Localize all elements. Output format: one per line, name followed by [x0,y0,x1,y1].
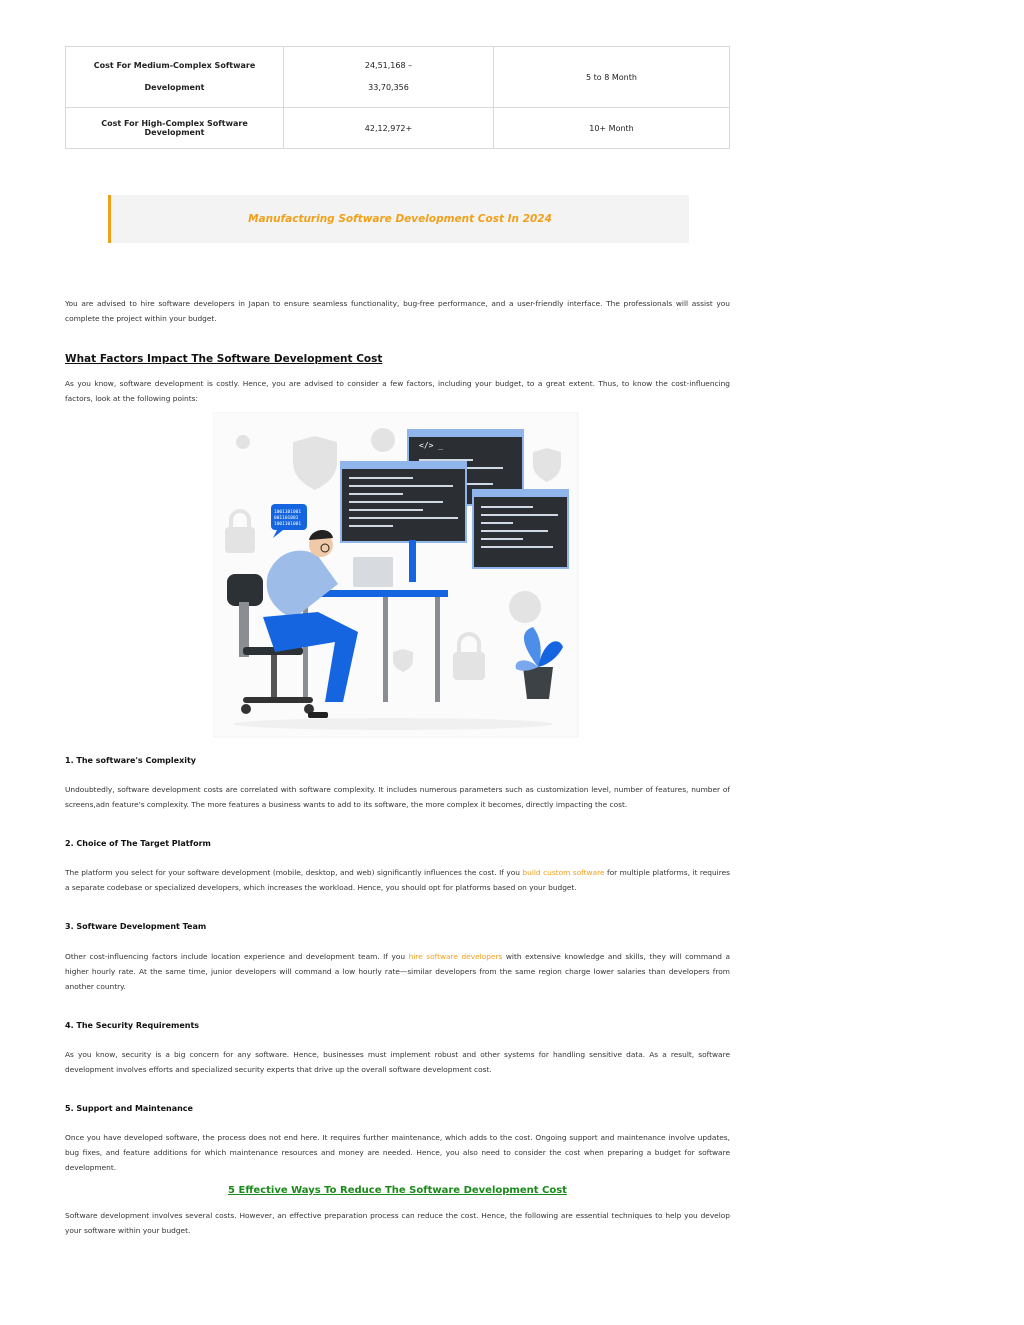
cell-text: Development [144,83,205,92]
hire-software-developers-link[interactable]: hire software developers [408,952,503,961]
developer-illustration [213,412,613,742]
bug-icon [236,435,250,449]
cost-table [65,46,730,149]
table-row [66,47,730,108]
bug-icon [371,428,395,452]
section-text: Once you have developed software, the process does not end here. It requires further maintenance, which adds to the cost. Ongoing support and maintenance involve updates, bug fixes, and feature additions for which maintenance resources and money are needed. Hence, you also need to consider the cost when preparing a budget for software development. [65,1133,730,1172]
cell-text: Cost For Medium-Complex Software [93,61,256,70]
factors-heading: What Factors Impact The Software Development Cost [65,353,383,365]
cell-text: 33,70,356 [368,83,409,92]
table-cell-label: Cost For High-Complex Software Development [66,108,284,149]
table-cell-time: 5 to 8 Month [494,47,730,108]
text-span: The platform you select for your software development (mobile, desktop, and web) significantly influences the cost. If you [65,868,523,877]
text-span: with extensive knowledge and skills, they will command a higher hourly rate. At the same time, junior developers will command a low hourly rate—similar developers from the same region charge lower salaries than developers from another country. [65,952,730,991]
code-tag: </> _ [419,441,444,450]
table-row [66,108,730,149]
section-title: 2. Choice of The Target Platform [65,839,211,848]
intro-paragraph: You are advised to hire software developers in Japan to ensure seamless functionality, bug-free performance, and a user-friendly interface. The professionals will assist you complete the project within your budget. [65,299,730,323]
lock-icon [225,527,255,553]
table-cell-time: 10+ Month [494,108,730,149]
section-title: 3. Software Development Team [65,922,207,931]
section-title: 5. Support and Maintenance [65,1104,193,1113]
highlight-quote [108,195,689,243]
section-text [65,865,730,895]
build-custom-software-link[interactable]: build custom software [522,868,605,877]
section-text: As you know, security is a big concern for any software. Hence, businesses must implement robust and other systems for handling sensitive data. As a result, software development involves efforts and specialized security experts that drive up the overall software development cost. [65,1050,730,1074]
reduce-cost-text: Software development involves several costs. However, an effective preparation process can reduce the cost. Hence, the following are essential techniques to help you develop your software within your budget. [65,1211,730,1235]
bubble-line: 1001101001 [274,510,302,515]
lock-icon [453,652,485,680]
cell-text: 24,51,168 – [364,61,413,70]
section-title: 4. The Security Requirements [65,1021,200,1030]
table-cell-label [66,47,284,108]
monitor [409,540,416,582]
section-text: Undoubtedly, software development costs are correlated with software complexity. It includes numerous parameters such as customization level, number of features, number of screens,adn feature's complexity. The more features a business wants to add to its software, the more complex it becomes, directly impacting the cost. [65,785,730,809]
bug-icon [509,591,541,623]
bubble-line: 1001101001 [274,522,302,527]
code-window [341,462,466,542]
bubble-line: 001101001 [274,516,299,521]
section-text [65,949,730,994]
laptop [353,557,393,587]
factors-intro: As you know, software development is costly. Hence, you are advised to consider a few factors, including your budget, to a great extent. Thus, to know the cost-influencing factors, look at the following points: [65,379,730,403]
reduce-cost-heading[interactable]: 5 Effective Ways To Reduce The Software Development Cost [228,1185,567,1196]
table-cell-cost [284,47,494,108]
quote-text: Manufacturing Software Development Cost In 2024 [248,213,552,225]
text-span: for multiple platforms, it requires a separate codebase or specialized developers, which increases the workload. Hence, you should opt for platforms based on your budget. [65,868,730,892]
table-cell-cost: 42,12,972+ [284,108,494,149]
section-title: 1. The software's Complexity [65,756,197,765]
text-span: Other cost-influencing factors include location experience and development team. If you [65,952,409,961]
floor-shadow [233,718,553,730]
code-window [473,490,568,568]
